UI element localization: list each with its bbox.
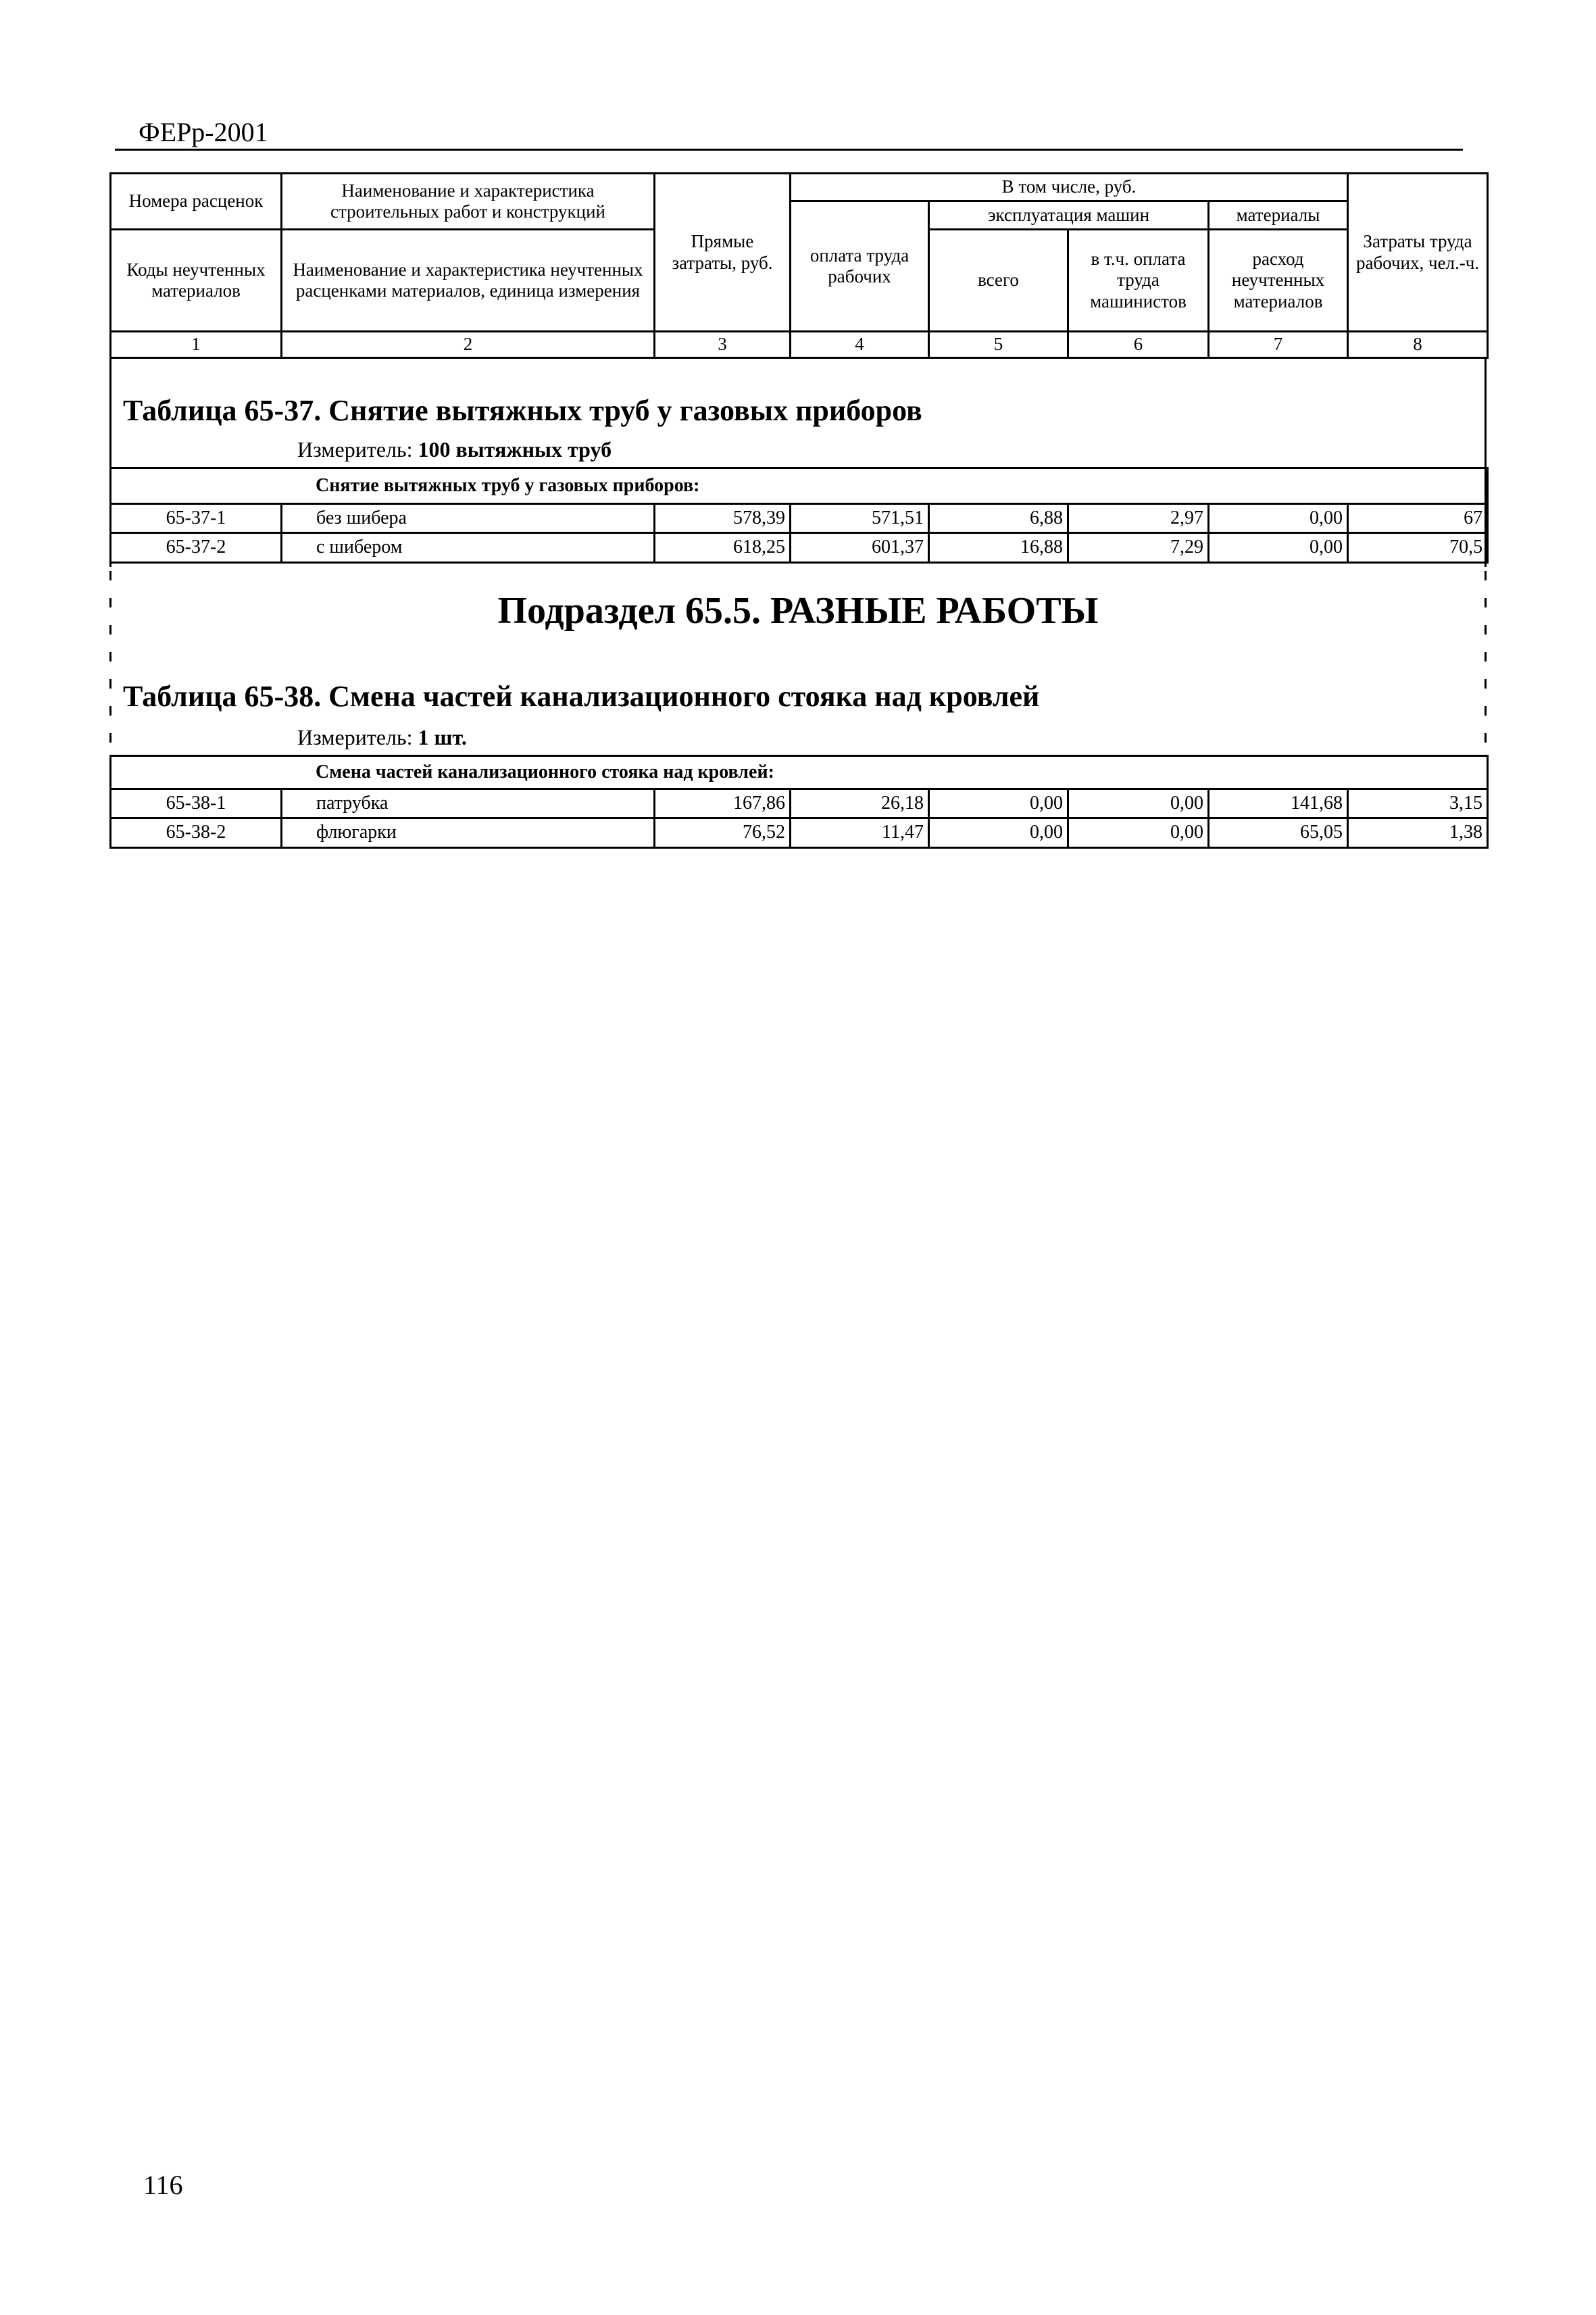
- col-number: 8: [1348, 332, 1488, 358]
- direct-costs: 167,86: [655, 789, 791, 818]
- table-row: [111, 504, 1488, 533]
- col-number: 6: [1068, 332, 1209, 358]
- table-row: [111, 533, 1488, 563]
- direct-costs: 76,52: [655, 818, 791, 848]
- col-material-name: Наименование и характеристика неучтенных расценками материалов, единица измерения: [282, 230, 655, 332]
- work-name: без шибера: [282, 504, 655, 533]
- machinist-pay: 0,00: [1068, 789, 1209, 818]
- col-machines-total: всего: [929, 230, 1068, 332]
- table-37-title: Таблица 65-37. Снятие вытяжных труб у газовых приборов: [123, 394, 922, 427]
- materials: 141,68: [1209, 789, 1348, 818]
- col-number: 2: [282, 332, 655, 358]
- page-number: 116: [143, 2170, 183, 2200]
- labor-costs: 70,5: [1348, 533, 1488, 563]
- col-material-codes: Коды неучтенных материалов: [111, 230, 282, 332]
- col-material-consumption: расход неучтенных материалов: [1209, 230, 1348, 332]
- table-38-measure: Измеритель: 1 шт.: [297, 725, 467, 749]
- table-38: [109, 755, 1489, 849]
- machines-total: 6,88: [929, 504, 1068, 533]
- table-row: [111, 818, 1488, 848]
- machinist-pay: 0,00: [1068, 818, 1209, 848]
- labor-costs: 3,15: [1348, 789, 1488, 818]
- col-work-name: Наименование и характеристика строительных работ и конструкций: [282, 174, 655, 230]
- col-group-machines: эксплуатация машин: [929, 201, 1209, 230]
- rate-code: 65-37-1: [111, 504, 282, 533]
- table-37-section: Снятие вытяжных труб у газовых приборов:: [111, 468, 1488, 504]
- direct-costs: 618,25: [655, 533, 791, 563]
- col-number: 7: [1209, 332, 1348, 358]
- work-name: патрубка: [282, 789, 655, 818]
- materials: 0,00: [1209, 504, 1348, 533]
- col-group-including: В том числе, руб.: [791, 174, 1348, 201]
- materials: 65,05: [1209, 818, 1348, 848]
- col-number: 1: [111, 332, 282, 358]
- worker-pay: 601,37: [791, 533, 929, 563]
- work-name: флюгарки: [282, 818, 655, 848]
- machines-total: 16,88: [929, 533, 1068, 563]
- table-38-title: Таблица 65-38. Смена частей канализационного стояка над кровлей: [123, 680, 1040, 713]
- rate-code: 65-38-1: [111, 789, 282, 818]
- table-37: [109, 467, 1489, 564]
- worker-pay: 11,47: [791, 818, 929, 848]
- col-number: 4: [791, 332, 929, 358]
- column-header-table: [109, 172, 1489, 359]
- col-group-materials: материалы: [1209, 201, 1348, 230]
- materials: 0,00: [1209, 533, 1348, 563]
- subsection-title: Подраздел 65.5. РАЗНЫЕ РАБОТЫ: [497, 590, 1099, 632]
- direct-costs: 578,39: [655, 504, 791, 533]
- machinist-pay: 2,97: [1068, 504, 1209, 533]
- rate-code: 65-37-2: [111, 533, 282, 563]
- machinist-pay: 7,29: [1068, 533, 1209, 563]
- table-row: [111, 789, 1488, 818]
- header-rule: [115, 149, 1463, 151]
- labor-costs: 1,38: [1348, 818, 1488, 848]
- col-direct-costs: Прямые затраты, руб.: [655, 174, 791, 332]
- table-37-measure: Измеритель: 100 вытяжных труб: [297, 437, 612, 462]
- work-name: с шибером: [282, 533, 655, 563]
- worker-pay: 26,18: [791, 789, 929, 818]
- rate-code: 65-38-2: [111, 818, 282, 848]
- col-number: 3: [655, 332, 791, 358]
- document-header: ФЕРр-2001: [139, 117, 268, 147]
- machines-total: 0,00: [929, 789, 1068, 818]
- col-worker-pay: оплата труда рабочих: [791, 201, 929, 332]
- col-machinist-pay: в т.ч. оплата труда машинистов: [1068, 230, 1209, 332]
- col-labor-costs: Затраты труда рабочих, чел.-ч.: [1348, 174, 1488, 332]
- table-38-section: Смена частей канализационного стояка над кровлей:: [111, 756, 1488, 789]
- col-number: 5: [929, 332, 1068, 358]
- labor-costs: 67: [1348, 504, 1488, 533]
- col-rate-numbers: Номера расценок: [111, 174, 282, 230]
- worker-pay: 571,51: [791, 504, 929, 533]
- machines-total: 0,00: [929, 818, 1068, 848]
